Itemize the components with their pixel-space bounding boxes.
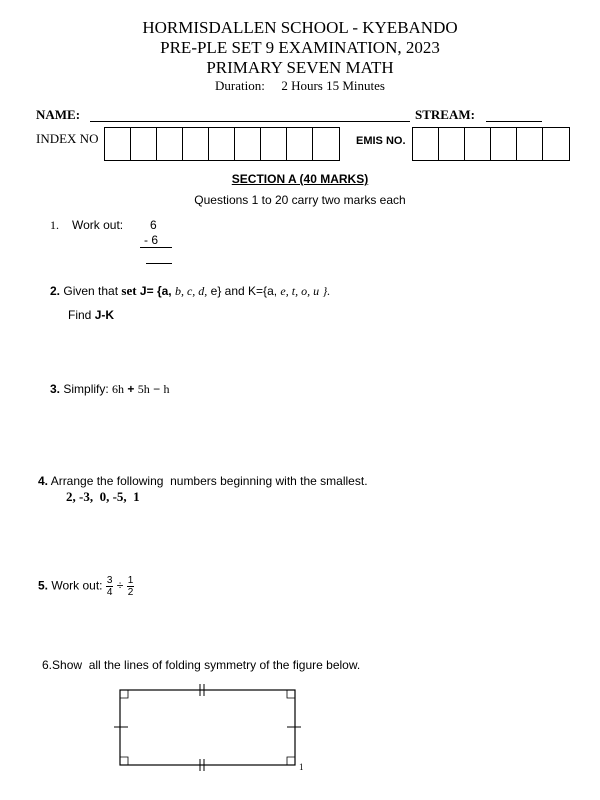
index-number-boxes[interactable] — [104, 127, 340, 161]
subject-title: PRIMARY SEVEN MATH — [206, 58, 394, 77]
duration-label: Duration: — [215, 78, 265, 93]
q1-answer-line-top — [140, 247, 172, 248]
q4-question — [38, 474, 368, 488]
q3-term-b: 5h — [137, 382, 150, 396]
q2-set-j-end: e} — [210, 284, 222, 298]
q2-set-k-items: e, t, o, u — [280, 284, 320, 298]
q3-question — [50, 382, 169, 397]
q6-text: Show all the lines of folding symmetry of the figure below. — [52, 658, 361, 672]
q5-number: 5. — [38, 578, 49, 593]
q2-number: 2. — [50, 284, 61, 298]
q5-fraction-2 — [127, 575, 135, 598]
page-number: 1 — [299, 762, 304, 772]
emis-number-boxes[interactable] — [412, 127, 570, 161]
duration-value: 2 Hours 15 Minutes — [281, 78, 385, 93]
q4-text: Arrange the following numbers beginning with the smallest. — [50, 474, 368, 488]
stream-field[interactable] — [486, 121, 542, 122]
q6-number: 6. — [42, 658, 53, 672]
section-title: SECTION A (40 MARKS) — [231, 172, 369, 186]
q5-op: ÷ — [116, 578, 124, 593]
name-field[interactable] — [90, 121, 410, 122]
q1-text: Work out: — [72, 218, 124, 232]
q5-text: Work out: — [51, 578, 103, 593]
q1-number: 1. — [50, 218, 59, 232]
q2-set-k: K={a, — [248, 284, 278, 298]
q2-set-word: set — [121, 283, 137, 298]
q6-question — [42, 658, 360, 672]
q2-and: and — [224, 284, 245, 298]
q3-op-plus: + — [127, 382, 135, 396]
right-angle-top-right — [287, 690, 295, 698]
q3-term-a: 6h — [112, 382, 125, 396]
q3-term-c: h — [163, 382, 170, 396]
q1-answer-line-bottom — [146, 263, 172, 264]
q3-number: 3. — [50, 382, 61, 396]
q2-set-j: J= {a, — [139, 284, 172, 298]
rectangle-outline — [120, 690, 295, 765]
q2-question — [50, 283, 330, 299]
q1-top-number: 6 — [150, 218, 157, 232]
index-label: INDEX NO — [36, 131, 99, 146]
right-angle-top-left — [120, 690, 128, 698]
school-name: HORMISDALLEN SCHOOL - KYEBANDO — [142, 18, 458, 37]
q5-fraction-1 — [106, 575, 114, 598]
duration — [0, 78, 600, 94]
q1-bottom-number: - 6 — [144, 233, 159, 247]
emis-label: EMIS NO. — [356, 135, 406, 147]
q5-f1-denominator: 4 — [106, 587, 113, 598]
q2-set-j-items: b, c, d, — [174, 284, 208, 298]
q2-text: Given that — [63, 284, 119, 298]
q2-find — [68, 308, 114, 322]
q3-op-minus: − — [153, 382, 161, 396]
q2-find-expr: J-K — [94, 308, 115, 322]
q3-text: Simplify: — [63, 382, 109, 396]
q5-question — [38, 575, 134, 598]
q5-f2-denominator: 2 — [127, 587, 134, 598]
section-instruction: Questions 1 to 20 carry two marks each — [194, 193, 406, 207]
q5-f2-numerator: 1 — [127, 575, 134, 586]
rectangle-figure — [110, 680, 310, 780]
right-angle-bottom-left — [120, 757, 128, 765]
q4-numbers: 2, -3, 0, -5, 1 — [66, 489, 140, 504]
q2-find-text: Find — [68, 308, 92, 322]
name-label: NAME: — [36, 107, 81, 122]
exam-title: PRE-PLE SET 9 EXAMINATION, 2023 — [160, 38, 440, 57]
q5-f1-numerator: 3 — [106, 575, 113, 586]
stream-label: STREAM: — [415, 107, 475, 122]
right-angle-bottom-right — [287, 757, 295, 765]
q4-number: 4. — [38, 474, 49, 488]
q2-set-k-end: }. — [322, 284, 331, 298]
